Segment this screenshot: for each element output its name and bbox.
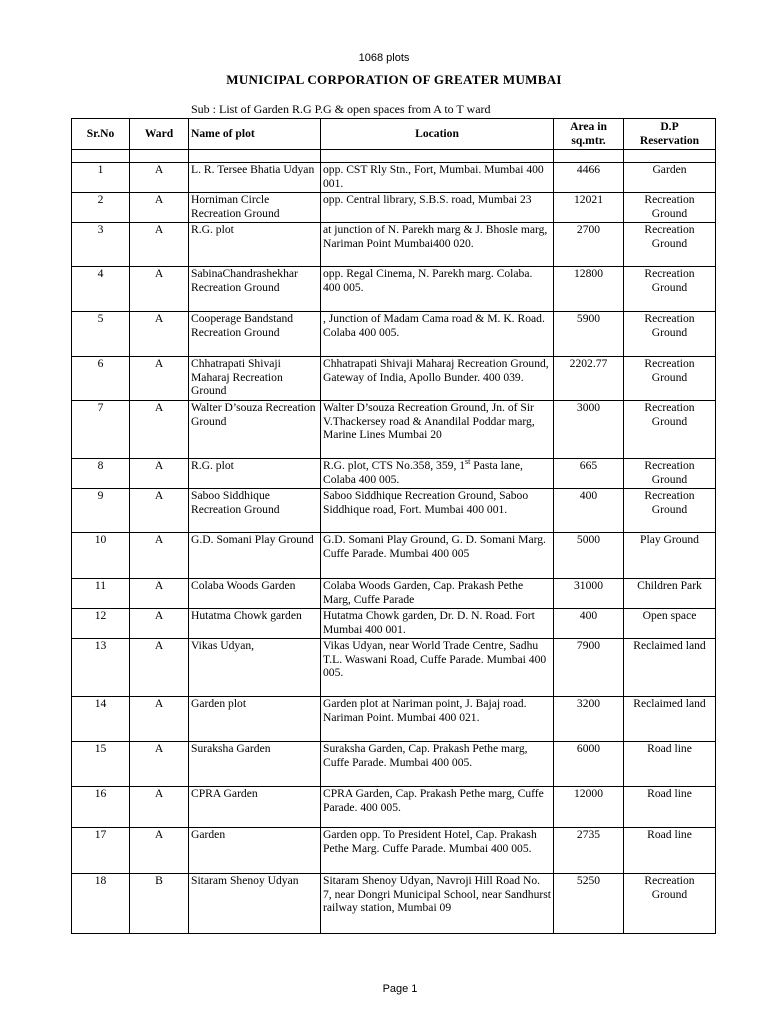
table-row — [72, 874, 716, 934]
table-row — [72, 312, 716, 357]
cell-plot-name: Suraksha Garden — [189, 742, 321, 787]
cell-area: 400 — [554, 489, 624, 533]
cell-plot-name: Saboo Siddhique Recreation Ground — [189, 489, 321, 533]
cell-srno: 3 — [72, 223, 130, 267]
table-row — [72, 609, 716, 639]
cell-ward: B — [130, 874, 189, 934]
cell-ward: A — [130, 609, 189, 639]
document-title: MUNICIPAL CORPORATION OF GREATER MUMBAI — [226, 72, 562, 87]
cell-dp-reservation: Play Ground — [624, 533, 716, 579]
table-header-row — [72, 119, 716, 150]
cell-location: Colaba Woods Garden, Cap. Prakash Pethe Marg, Cuffe Parade — [321, 579, 554, 609]
table-row — [72, 267, 716, 312]
plots-table — [71, 118, 716, 934]
cell-location: opp. Regal Cinema, N. Parekh marg. Colaba. 400 005. — [321, 267, 554, 312]
col-header-area — [554, 119, 624, 150]
cell-location: Hutatma Chowk garden, Dr. D. N. Road. Fort Mumbai 400 001. — [321, 609, 554, 639]
cell-area: 400 — [554, 609, 624, 639]
spacer-row — [72, 150, 716, 163]
cell-location: opp. CST Rly Stn., Fort, Mumbai. Mumbai 400 001. — [321, 163, 554, 193]
table-row — [72, 697, 716, 742]
cell-area: 2700 — [554, 223, 624, 267]
cell-plot-name: SabinaChandrashekhar Recreation Ground — [189, 267, 321, 312]
table-row — [72, 828, 716, 874]
cell-ward: A — [130, 579, 189, 609]
table-row — [72, 163, 716, 193]
cell-area: 7900 — [554, 639, 624, 697]
cell-location: R.G. plot, CTS No.358, 359, 1st Pasta lane, Colaba 400 005. — [321, 459, 554, 489]
cell-srno: 5 — [72, 312, 130, 357]
cell-ward: A — [130, 163, 189, 193]
cell-area: 12800 — [554, 267, 624, 312]
cell-ward: A — [130, 533, 189, 579]
cell-area: 31000 — [554, 579, 624, 609]
cell-dp-reservation: Recreation Ground — [624, 489, 716, 533]
cell-ward: A — [130, 828, 189, 874]
cell-srno: 7 — [72, 401, 130, 459]
cell-area: 3200 — [554, 697, 624, 742]
cell-dp-reservation: Recreation Ground — [624, 312, 716, 357]
cell-srno: 13 — [72, 639, 130, 697]
cell-area: 5000 — [554, 533, 624, 579]
cell-dp-reservation: Children Park — [624, 579, 716, 609]
cell-dp-reservation: Recreation Ground — [624, 223, 716, 267]
cell-location: G.D. Somani Play Ground, G. D. Somani Marg. Cuffe Parade. Mumbai 400 005 — [321, 533, 554, 579]
cell-dp-reservation: Recreation Ground — [624, 193, 716, 223]
cell-ward: A — [130, 223, 189, 267]
cell-srno: 12 — [72, 609, 130, 639]
cell-plot-name: Horniman Circle Recreation Ground — [189, 193, 321, 223]
cell-location: Suraksha Garden, Cap. Prakash Pethe marg, Cuffe Parade. Mumbai 400 005. — [321, 742, 554, 787]
cell-srno: 10 — [72, 533, 130, 579]
cell-location: at junction of N. Parekh marg & J. Bhosle marg, Nariman Point Mumbai400 020. — [321, 223, 554, 267]
cell-dp-reservation: Recreation Ground — [624, 874, 716, 934]
cell-area: 2735 — [554, 828, 624, 874]
cell-plot-name: Cooperage Bandstand Recreation Ground — [189, 312, 321, 357]
table-row — [72, 787, 716, 828]
cell-ward: A — [130, 267, 189, 312]
cell-area: 5250 — [554, 874, 624, 934]
cell-location: Garden plot at Nariman point, J. Bajaj road. Nariman Point. Mumbai 400 021. — [321, 697, 554, 742]
cell-ward: A — [130, 489, 189, 533]
cell-plot-name: Hutatma Chowk garden — [189, 609, 321, 639]
cell-srno: 1 — [72, 163, 130, 193]
cell-location: CPRA Garden, Cap. Prakash Pethe marg, Cuffe Parade. 400 005. — [321, 787, 554, 828]
cell-location: Garden opp. To President Hotel, Cap. Prakash Pethe Marg. Cuffe Parade. Mumbai 400 005. — [321, 828, 554, 874]
cell-srno: 4 — [72, 267, 130, 312]
cell-srno: 14 — [72, 697, 130, 742]
table-row — [72, 401, 716, 459]
cell-ward: A — [130, 193, 189, 223]
cell-srno: 16 — [72, 787, 130, 828]
table-row — [72, 357, 716, 401]
table-row — [72, 639, 716, 697]
cell-srno: 2 — [72, 193, 130, 223]
cell-dp-reservation: Recreation Ground — [624, 357, 716, 401]
col-header-name: Name of plot — [189, 119, 321, 150]
cell-dp-reservation: Road line — [624, 828, 716, 874]
cell-srno: 17 — [72, 828, 130, 874]
cell-plot-name: Walter D’souza Recreation Ground — [189, 401, 321, 459]
cell-location: , Junction of Madam Cama road & M. K. Road. Colaba 400 005. — [321, 312, 554, 357]
cell-dp-reservation: Reclaimed land — [624, 639, 716, 697]
page-number: Page 1 — [382, 983, 418, 995]
cell-area: 665 — [554, 459, 624, 489]
table-body — [72, 150, 716, 934]
table-row — [72, 533, 716, 579]
cell-ward: A — [130, 312, 189, 357]
cell-srno: 18 — [72, 874, 130, 934]
table-row — [72, 579, 716, 609]
cell-location: opp. Central library, S.B.S. road, Mumbai 23 — [321, 193, 554, 223]
cell-ward: A — [130, 401, 189, 459]
cell-dp-reservation: Recreation Ground — [624, 459, 716, 489]
cell-plot-name: G.D. Somani Play Ground — [189, 533, 321, 579]
col-header-area-line2: sq.mtr. — [571, 134, 606, 147]
cell-plot-name: Chhatrapati Shivaji Maharaj Recreation Ground — [189, 357, 321, 401]
cell-dp-reservation: Recreation Ground — [624, 267, 716, 312]
cell-area: 12000 — [554, 787, 624, 828]
cell-srno: 8 — [72, 459, 130, 489]
cell-plot-name: Vikas Udyan, — [189, 639, 321, 697]
cell-plot-name: L. R. Tersee Bhatia Udyan — [189, 163, 321, 193]
cell-area: 4466 — [554, 163, 624, 193]
table-row — [72, 223, 716, 267]
col-header-srno: Sr.No — [72, 119, 130, 150]
cell-location: Saboo Siddhique Recreation Ground, Saboo Siddhique road, Fort. Mumbai 400 001. — [321, 489, 554, 533]
cell-area: 12021 — [554, 193, 624, 223]
cell-plot-name: Sitaram Shenoy Udyan — [189, 874, 321, 934]
cell-plot-name: Garden — [189, 828, 321, 874]
cell-ward: A — [130, 697, 189, 742]
col-header-dp — [624, 119, 716, 150]
plot-count-note: 1068 plots — [358, 52, 410, 64]
cell-location: Walter D’souza Recreation Ground, Jn. of Sir V.Thackersey road & Anandilal Poddar marg, Marine Lines Mumbai 20 — [321, 401, 554, 459]
cell-dp-reservation: Reclaimed land — [624, 697, 716, 742]
cell-plot-name: Colaba Woods Garden — [189, 579, 321, 609]
cell-srno: 9 — [72, 489, 130, 533]
cell-ward: A — [130, 357, 189, 401]
cell-location: Sitaram Shenoy Udyan, Navroji Hill Road No. 7, near Dongri Municipal School, near Sandhurst railway station, Mumbai 09 — [321, 874, 554, 934]
cell-srno: 15 — [72, 742, 130, 787]
cell-dp-reservation: Road line — [624, 742, 716, 787]
col-header-location: Location — [321, 119, 554, 150]
cell-area: 3000 — [554, 401, 624, 459]
cell-dp-reservation: Garden — [624, 163, 716, 193]
table-row — [72, 459, 716, 489]
cell-srno: 6 — [72, 357, 130, 401]
cell-area: 6000 — [554, 742, 624, 787]
cell-plot-name: Garden plot — [189, 697, 321, 742]
document-subject: Sub : List of Garden R.G P.G & open spaces from A to T ward — [191, 102, 491, 116]
cell-ward: A — [130, 459, 189, 489]
col-header-ward: Ward — [130, 119, 189, 150]
table-row — [72, 489, 716, 533]
cell-ward: A — [130, 787, 189, 828]
cell-plot-name: R.G. plot — [189, 459, 321, 489]
cell-location: Chhatrapati Shivaji Maharaj Recreation Ground, Gateway of India, Apollo Bunder. 400 039. — [321, 357, 554, 401]
col-header-area-line1: Area in — [570, 120, 607, 134]
col-header-dp-line1: D.P — [660, 120, 679, 134]
cell-srno: 11 — [72, 579, 130, 609]
cell-ward: A — [130, 742, 189, 787]
cell-dp-reservation: Open space — [624, 609, 716, 639]
cell-area: 2202.77 — [554, 357, 624, 401]
cell-area: 5900 — [554, 312, 624, 357]
table-row — [72, 193, 716, 223]
cell-location: Vikas Udyan, near World Trade Centre, Sadhu T.L. Waswani Road, Cuffe Parade. Mumbai 400 005. — [321, 639, 554, 697]
table-row — [72, 742, 716, 787]
cell-dp-reservation: Recreation Ground — [624, 401, 716, 459]
col-header-dp-line2: Reservation — [639, 134, 700, 147]
cell-ward: A — [130, 639, 189, 697]
cell-dp-reservation: Road line — [624, 787, 716, 828]
cell-plot-name: CPRA Garden — [189, 787, 321, 828]
cell-plot-name: R.G. plot — [189, 223, 321, 267]
